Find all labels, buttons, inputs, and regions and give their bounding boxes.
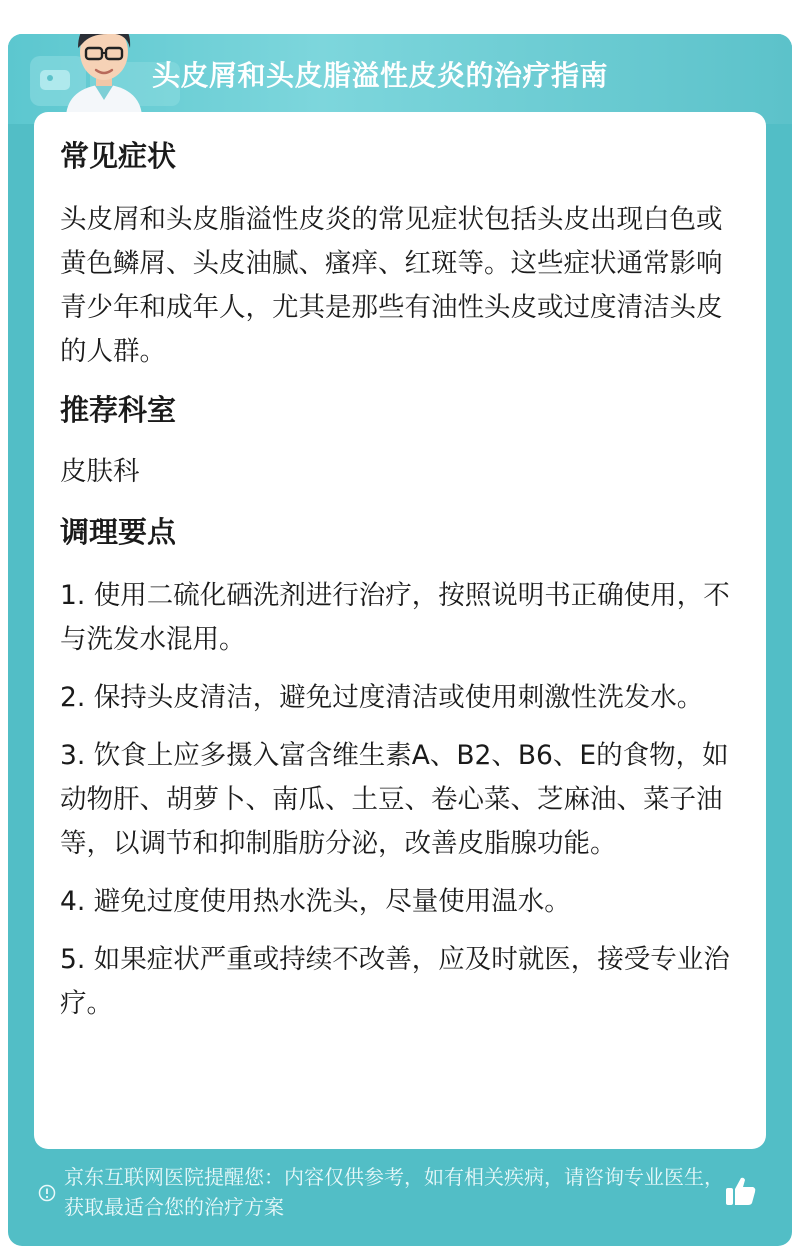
- department-text: 皮肤科: [60, 456, 140, 487]
- thumbs-up-icon[interactable]: [724, 1174, 758, 1208]
- list-item: 4. 避免过度使用热水洗头，尽量使用温水。: [60, 886, 571, 917]
- page-title: 头皮屑和头皮脂溢性皮炎的治疗指南: [152, 59, 609, 92]
- info-icon: [38, 1184, 56, 1202]
- section-heading-department: 推荐科室: [60, 393, 177, 427]
- list-item: 2. 保持头皮清洁，避免过度清洁或使用刺激性洗发水。: [60, 682, 704, 713]
- doctor-avatar: [48, 34, 160, 116]
- symptoms-text: 头皮屑和头皮脂溢性皮炎的常见症状包括头皮出现白色或黄色鳞屑、头皮油腻、瘙痒、红斑等。这些症状通常影响青少年和成年人，尤其是那些有油性头皮或过度清洁头皮的人群。: [60, 204, 723, 367]
- section-heading-symptoms: 常见症状: [60, 139, 177, 173]
- section-heading-care: 调理要点: [60, 515, 177, 549]
- guide-frame: [8, 34, 792, 1246]
- list-item: 3. 饮食上应多摄入富含维生素A、B2、B6、E的食物，如动物肝、胡萝卜、南瓜、土豆、卷心菜、芝麻油、菜子油等，以调节和抑制脂肪分泌，改善皮脂腺功能。: [60, 740, 729, 859]
- header-band: [8, 34, 792, 124]
- disclaimer-text: 京东互联网医院提醒您：内容仅供参考，如有相关疾病，请咨询专业医生，获取最适合您的治疗方案: [64, 1165, 724, 1219]
- content-body: [60, 136, 740, 1040]
- list-item: 1. 使用二硫化硒洗剂进行治疗，按照说明书正确使用，不与洗发水混用。: [60, 580, 730, 655]
- list-item: 5. 如果症状严重或持续不改善，应及时就医，接受专业治疗。: [60, 944, 730, 1019]
- footer: [34, 1160, 774, 1230]
- care-list: [60, 574, 740, 1026]
- content-card: [34, 112, 766, 1149]
